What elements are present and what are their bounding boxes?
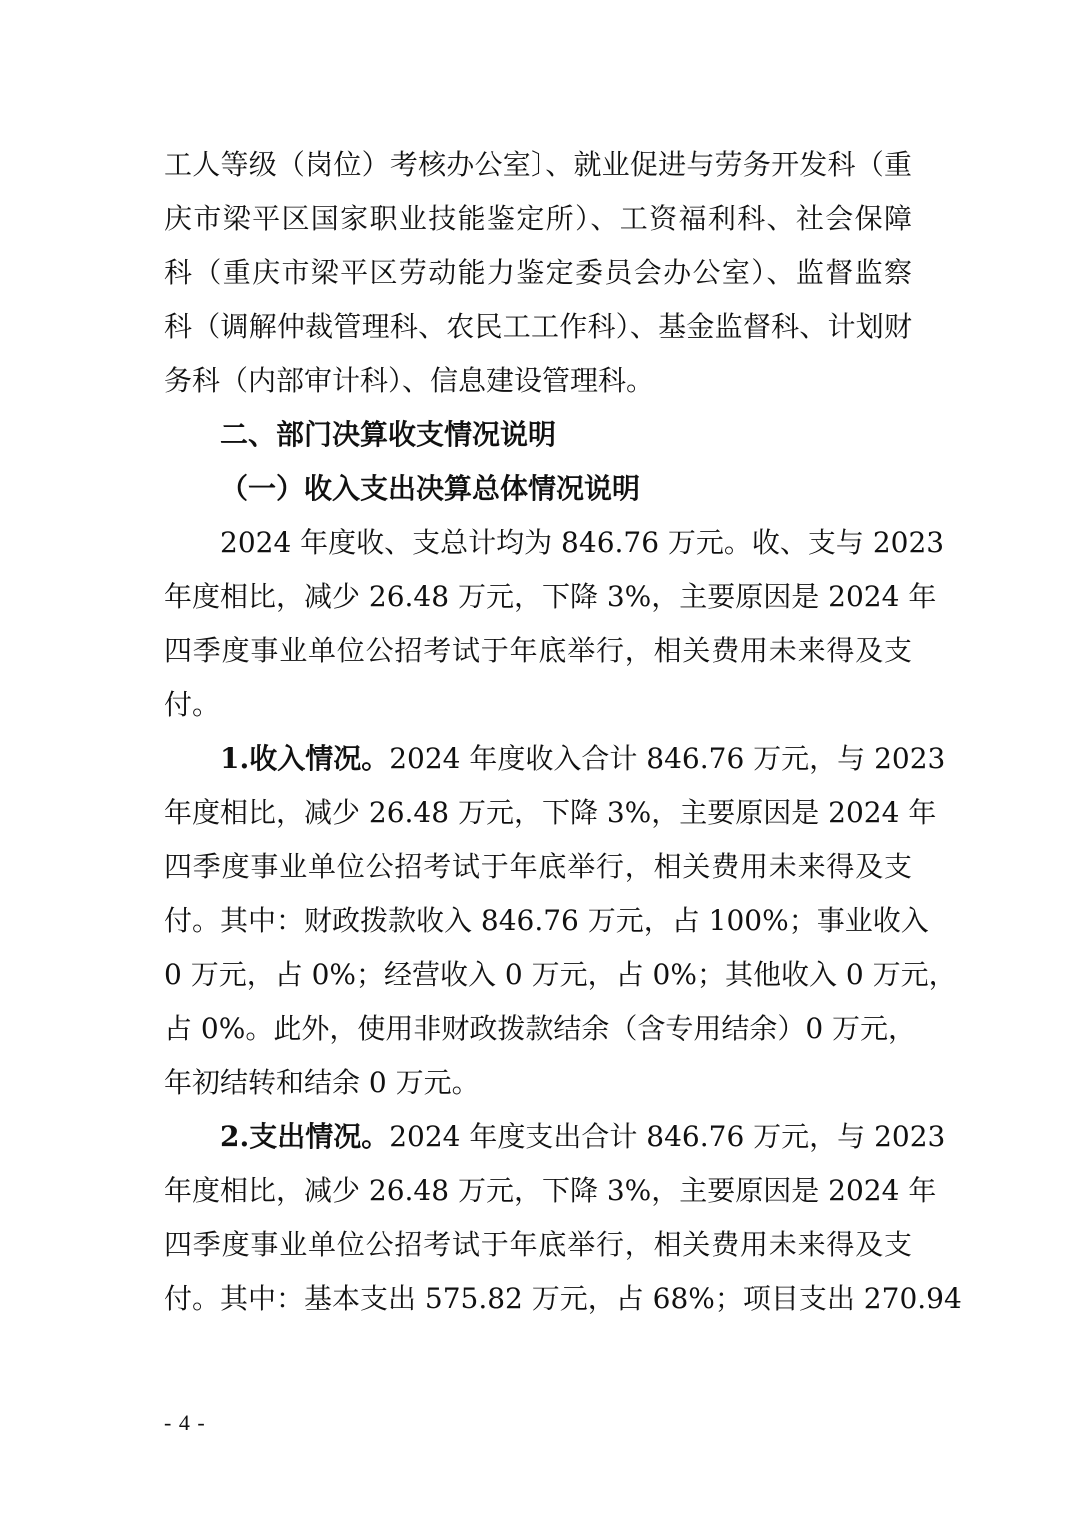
section-heading: 二、部门决算收支情况说明 bbox=[220, 418, 557, 451]
text-line: 庆市梁平区国家职业技能鉴定所）、工资福利科、社会保障 bbox=[164, 202, 912, 235]
text-line bbox=[164, 732, 946, 786]
text-line bbox=[164, 1110, 946, 1164]
text-line: 付。其中：财政拨款收入 846.76 万元，占 100%；事业收入 bbox=[164, 904, 929, 937]
paragraph-expense bbox=[164, 1110, 962, 1326]
text-line: 年度相比，减少 26.48 万元，下降 3%，主要原因是 2024 年 bbox=[164, 796, 937, 829]
paragraph-label: 1.收入情况。 bbox=[220, 742, 390, 775]
text-line: 四季度事业单位公招考试于年底举行，相关费用未来得及支 bbox=[164, 850, 912, 883]
document-body bbox=[164, 138, 962, 1326]
text-line: 0 万元，占 0%；经营收入 0 万元，占 0%；其他收入 0 万元， bbox=[164, 958, 957, 991]
text-line: 付。其中：基本支出 575.82 万元，占 68%；项目支出 270.94 bbox=[164, 1282, 962, 1315]
paragraph-label: 2.支出情况。 bbox=[220, 1120, 390, 1153]
text-line: 付。 bbox=[164, 688, 221, 721]
text-line: 年度相比，减少 26.48 万元，下降 3%，主要原因是 2024 年 bbox=[164, 580, 937, 613]
page-number: - 4 - bbox=[164, 1410, 206, 1435]
paragraph-income bbox=[164, 732, 957, 1110]
text-line: 年度相比，减少 26.48 万元，下降 3%，主要原因是 2024 年 bbox=[164, 1174, 937, 1207]
subsection-heading: （一）收入支出决算总体情况说明 bbox=[220, 472, 641, 505]
text-run: 2024 年度支出合计 846.76 万元，与 2023 bbox=[389, 1120, 946, 1153]
paragraph-overview bbox=[164, 516, 945, 732]
text-line: 四季度事业单位公招考试于年底举行，相关费用未来得及支 bbox=[164, 634, 912, 667]
text-line: 四季度事业单位公招考试于年底举行，相关费用未来得及支 bbox=[164, 1228, 912, 1261]
paragraph-organization bbox=[164, 138, 912, 408]
text-run: 2024 年度收入合计 846.76 万元，与 2023 bbox=[389, 742, 946, 775]
text-line: 务科（内部审计科）、信息建设管理科。 bbox=[164, 364, 655, 397]
text-line: 年初结转和结余 0 万元。 bbox=[164, 1066, 480, 1099]
text-line: 2024 年度收、支总计均为 846.76 万元。收、支与 2023 bbox=[220, 526, 945, 559]
text-line: 工人等级（岗位）考核办公室〕、就业促进与劳务开发科（重 bbox=[164, 148, 912, 181]
text-line: 科（重庆市梁平区劳动能力鉴定委员会办公室）、监督监察 bbox=[164, 256, 912, 289]
text-line: 科（调解仲裁管理科、农民工工作科）、基金监督科、计划财 bbox=[164, 310, 912, 343]
text-line: 占 0%。此外，使用非财政拨款结余（含专用结余）0 万元， bbox=[164, 1012, 917, 1045]
